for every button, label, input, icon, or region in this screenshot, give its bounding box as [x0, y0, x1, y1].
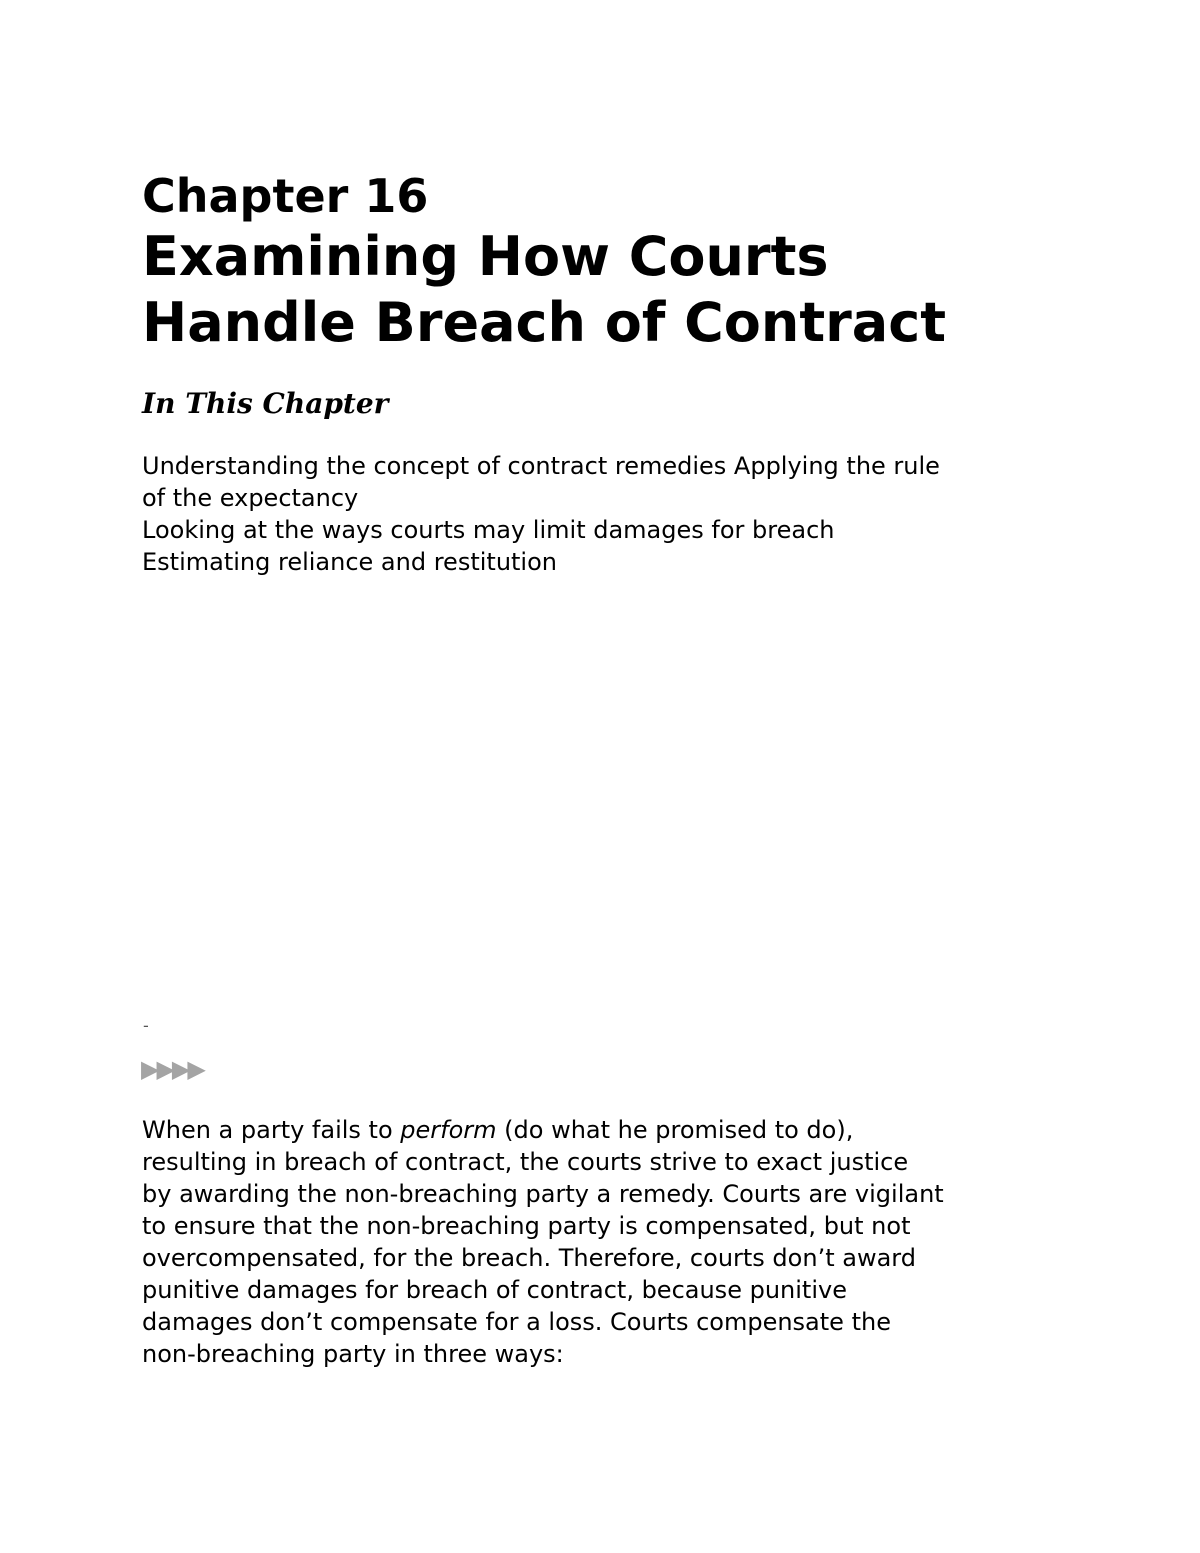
in-this-chapter-heading: In This Chapter: [142, 387, 389, 420]
chapter-title: [142, 224, 1102, 356]
dash-mark: -: [143, 1016, 149, 1035]
body-paragraph: [142, 1114, 1082, 1370]
chapter-title-line-2: Handle Breach of Contract: [142, 291, 947, 354]
body-text-segment: (do what he promised to do),: [496, 1116, 854, 1144]
body-line: punitive damages for breach of contract, because punitive: [142, 1276, 847, 1304]
arrow-icons: ▶▶▶▶: [141, 1055, 203, 1083]
chapter-title-line-1: Examining How Courts: [142, 225, 829, 288]
body-line: damages don’t compensate for a loss. Courts compensate the: [142, 1308, 891, 1336]
chapter-topics: [142, 450, 1072, 578]
body-line: overcompensated, for the breach. Therefore, courts don’t award: [142, 1244, 916, 1272]
topic-line: Estimating reliance and restitution: [142, 548, 557, 576]
emphasis-perform: perform: [400, 1116, 497, 1144]
body-line: [142, 1114, 1082, 1146]
body-line: non-breaching party in three ways:: [142, 1340, 564, 1368]
body-line: to ensure that the non-breaching party is compensated, but not: [142, 1212, 911, 1240]
body-line: resulting in breach of contract, the courts strive to exact justice: [142, 1148, 909, 1176]
topic-line: of the expectancy: [142, 484, 359, 512]
topic-line: Looking at the ways courts may limit damages for breach: [142, 516, 835, 544]
body-line: by awarding the non-breaching party a remedy. Courts are vigilant: [142, 1180, 944, 1208]
body-text-segment: When a party fails to: [142, 1116, 401, 1144]
chapter-number: Chapter 16: [142, 169, 429, 223]
topic-line: Understanding the concept of contract remedies Applying the rule: [142, 452, 940, 480]
